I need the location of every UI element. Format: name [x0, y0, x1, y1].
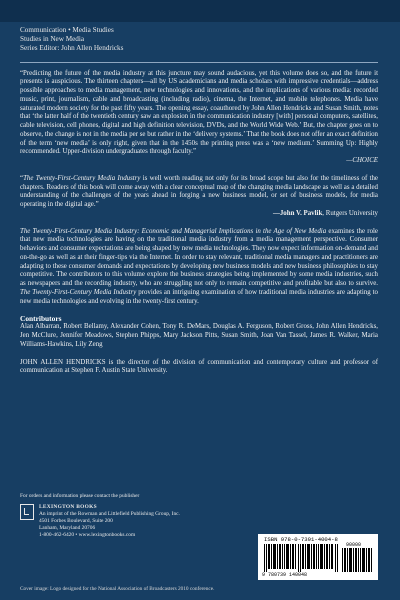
barcode-digits: 9 780739 140048 [262, 572, 308, 578]
pavlik-review-text: is well worth reading not only for its broad scope but also for the timeliness of the chapters. Readers of this book will come away with a clear conceptual map of the changing media landscape as well as a detailed understanding of the challenges of the years ahead in forging a new business model, or set of business models, for media operating in the digital age.” [20, 174, 378, 209]
price-code: 90000 [346, 542, 362, 548]
author-bio-text: is the director of the division of communication and contemporary culture and professor of communication at Stephen F. Austin State University. [20, 358, 378, 375]
cover-text [20, 26, 378, 376]
publisher-contact: 1-800-462-6420 • www.lexingtonbooks.com [39, 532, 136, 538]
top-band [0, 0, 400, 22]
contributors-list: Alan Albarran, Robert Bellamy, Alexander Cohen, Tony R. DeMars, Douglas A. Ferguson, Robert Gross, John Allen Hendricks, Jen McClure, Jennifer Meadows, Stephen Phipps, Mary Jackson Pitts, Susan Smith, Joan Van Tassel, James R. Walker, Maria Williams-Hawkins, Lily Zeng [20, 323, 378, 348]
divider [20, 62, 378, 63]
pavlik-review: “The Twenty-First-Century Media Industry is well worth reading not only for its broad scope but also for the timeliness of the chapters. Readers of this book will come away with a clear conceptual map of the changing media landscape as well as a detailed understanding of the challenges of the years ahead in forging a new business model, or set of business models, for media operating in the digital age.” [20, 174, 378, 209]
publisher-address-1: 4501 Forbes Boulevard, Suite 200 [39, 518, 113, 524]
description-title-2: The Twenty-First-Century Media Industry [20, 288, 137, 296]
choice-review-text: “Predicting the future of the media industry at this juncture may sound audacious, yet this volume does so, and the future it presents is auspicious. The thirteen chapters—all by US academicians and media scholars with impressive credentials—address possible approaches to media management, new technologies and innovations, and the implications of various media: recorded music, print, journalism, cable and broadcasting (including radio), cinema, the Internet, and mobile telephones. Media have saturated modern society for the past fifty years. The opening essay, coauthored by John Allen Hendricks and Susan Smith, notes that ‘the latter half of the twentieth century saw an explosion in the communication industry [with] personal computers, satellites, cable television, cell phones, digital and high definition television, DVDs, and the World Wide Web.’ But, the chapter goes on to observe, the change is not in the media per se but rather in the ‘delivery systems.’ That the book does not offer an exact definition of the term ‘new media’ is only right, given that in the 1450s the printing press was a ‘new medium.’ Summing Up: Highly recommended. Upper-division undergraduates through faculty.” [20, 69, 378, 156]
isbn-label: ISBN 978-0-7391-4004-8 [264, 536, 338, 543]
choice-review-source: —CHOICE [346, 157, 378, 165]
description-text-2: provides an intriguing examination of how traditional media industries are adapting to new media technologies and evolving in the twenty-first century. [20, 288, 378, 305]
ean-barcode-icon [264, 544, 338, 572]
orders-line: For orders and information please contact the publisher [20, 493, 140, 499]
price-barcode-icon [342, 548, 372, 572]
contributors-heading: Contributors [20, 314, 62, 324]
description-title: The Twenty-First-Century Media Industry: Economic and Managerial Implications in the Age of New Media [20, 227, 327, 235]
series-info [20, 26, 378, 54]
author-bio [20, 359, 378, 377]
series-subjects: Communication • Media Studies [20, 26, 114, 34]
book-description [20, 228, 378, 307]
publisher-info [20, 493, 380, 539]
publisher-logo-icon [20, 504, 34, 520]
publisher-name: LEXINGTON BOOKS [39, 504, 97, 510]
publisher-imprint: An imprint of the Rowman and Littlefield Publishing Group, Inc. [39, 511, 180, 517]
pavlik-attribution [20, 210, 378, 219]
barcode [258, 534, 378, 580]
pavlik-book-title: The Twenty-First-Century Media Industry [23, 174, 141, 182]
publisher-address-2: Lanham, Maryland 20706 [39, 525, 96, 531]
description-text-1: examines the role that new media technologies are having on the traditional media industry from a media management perspective. Consumer behaviors and consumer expectations are being shaped by new media technologies. They now expect information on-demand and on-the-go as well as at their finger-tips via the Internet. In order to stay relevant, traditional media managers and practitioners are adapting to these consumer demands and expectations by developing new business models and new business philosophies to stay competitive. The contributors to this volume explore the business strategies being implemented by some media industries, such as newspapers and the recording industry, who are struggling not only to remain competitive and profitable but also to survive. [20, 227, 378, 288]
publisher-text [39, 504, 180, 539]
series-name: Studies in New Media [20, 35, 85, 44]
pavlik-author: —John V. Pavlik [272, 209, 323, 217]
author-name: JOHN ALLEN HENDRICKS [20, 358, 106, 366]
series-editor: Series Editor: John Allen Hendricks [20, 44, 124, 53]
cover-image-credit: Cover image: Logo designed for the National Association of Broadcasters 2010 conference. [20, 586, 215, 592]
pavlik-affiliation: , Rutgers University [322, 209, 378, 217]
